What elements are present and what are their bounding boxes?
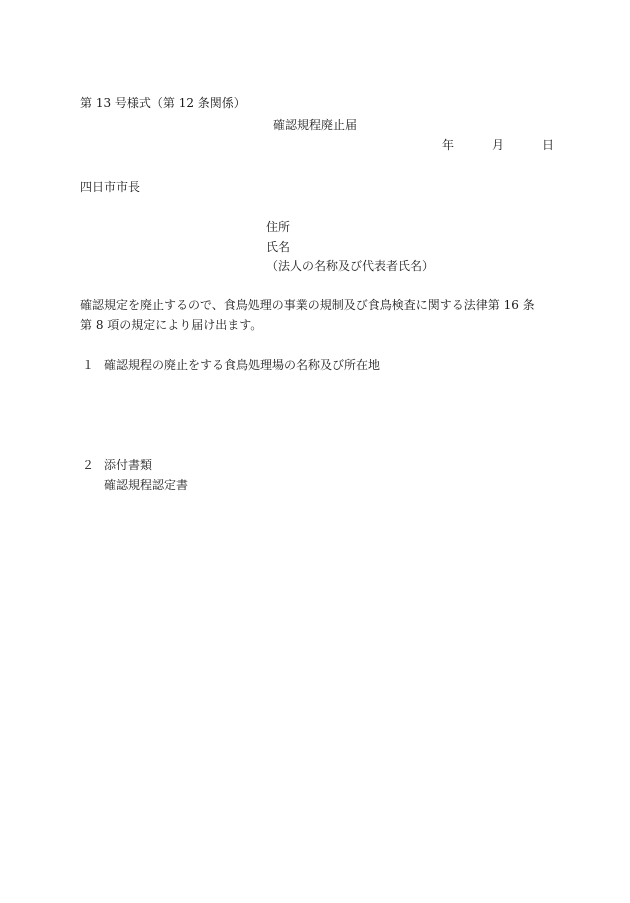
applicant-name-label: 氏名: [266, 240, 291, 254]
item-2-number: ２: [82, 458, 95, 472]
item-2-attachment: 確認規程認定書: [104, 478, 189, 492]
body-text-line-2: 第 8 項の規定により届け出ます。: [80, 318, 263, 332]
applicant-address-label: 住所: [266, 220, 291, 234]
item-1-text: 確認規程の廃止をする食鳥処理場の名称及び所在地: [104, 358, 381, 372]
corporate-name-note: （法人の名称及び代表者氏名）: [266, 259, 435, 273]
body-text-line-1: 確認規定を廃止するので、食鳥処理の事業の規制及び食鳥検査に関する法律第 16 条: [80, 298, 535, 312]
item-2-text: 添付書類: [104, 458, 153, 472]
date-day-label: 日: [542, 138, 555, 152]
item-1: [82, 358, 380, 373]
date-year-label: 年: [442, 138, 455, 152]
addressee: 四日市市長: [80, 180, 141, 194]
date-month-label: 月: [492, 138, 505, 152]
document-title: 確認規程廃止届: [272, 118, 357, 132]
item-1-number: １: [82, 358, 95, 372]
form-number: 第 13 号様式（第 12 条関係）: [80, 96, 246, 110]
item-2: [82, 458, 152, 473]
